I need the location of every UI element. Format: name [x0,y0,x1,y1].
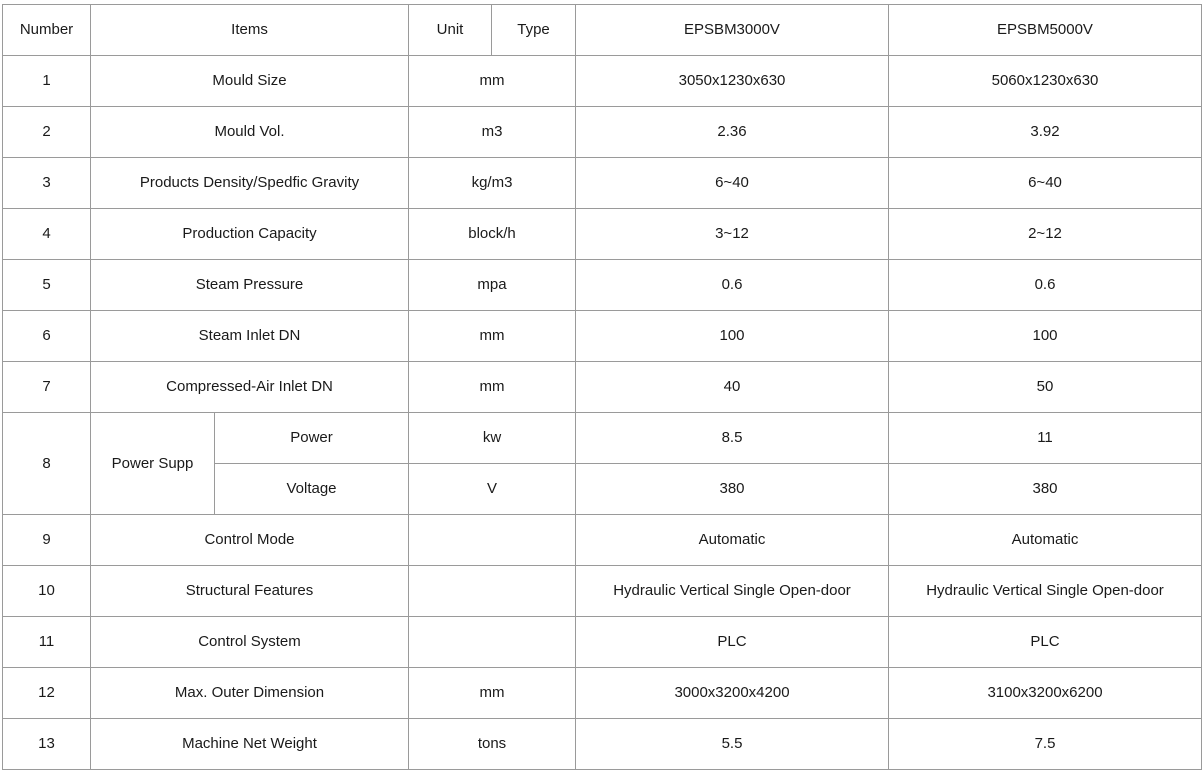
table-row [3,617,1202,668]
row-value-a: 0.6 [576,260,889,311]
row-subitem: Voltage [215,464,409,515]
row-value-a: 3050x1230x630 [576,56,889,107]
row-value-a: 40 [576,362,889,413]
row-item: Structural Features [91,566,409,617]
row-value-a: Automatic [576,515,889,566]
table-row [3,107,1202,158]
row-item: Steam Inlet DN [91,311,409,362]
header-model-a: EPSBM3000V [576,5,889,56]
row-value-b: 50 [889,362,1202,413]
row-value-a: 380 [576,464,889,515]
row-item: Production Capacity [91,209,409,260]
row-item: Control System [91,617,409,668]
header-model-b: EPSBM5000V [889,5,1202,56]
table-row [3,515,1202,566]
row-unit: mm [409,56,576,107]
header-number: Number [3,5,91,56]
row-value-b: Automatic [889,515,1202,566]
row-value-b: 380 [889,464,1202,515]
row-number: 1 [3,56,91,107]
row-unit: kg/m3 [409,158,576,209]
header-unit: Unit [409,5,492,56]
table-row [3,209,1202,260]
table-row [3,413,1202,464]
row-number: 7 [3,362,91,413]
table-row [3,719,1202,770]
row-value-a: 6~40 [576,158,889,209]
row-unit: mpa [409,260,576,311]
row-value-b: 5060x1230x630 [889,56,1202,107]
row-value-b: 7.5 [889,719,1202,770]
row-value-b: Hydraulic Vertical Single Open-door [889,566,1202,617]
row-number: 10 [3,566,91,617]
row-value-a: 8.5 [576,413,889,464]
row-number: 11 [3,617,91,668]
row-value-a: 100 [576,311,889,362]
table-row [3,260,1202,311]
table-row [3,311,1202,362]
row-value-b: 3100x3200x6200 [889,668,1202,719]
table-row [3,566,1202,617]
row-unit: mm [409,362,576,413]
power-group-label: Power Supp [91,413,215,515]
row-unit [409,566,576,617]
row-value-a: PLC [576,617,889,668]
row-number: 12 [3,668,91,719]
row-value-a: Hydraulic Vertical Single Open-door [576,566,889,617]
row-value-b: 2~12 [889,209,1202,260]
row-number: 2 [3,107,91,158]
row-item: Mould Size [91,56,409,107]
row-value-a: 5.5 [576,719,889,770]
table-row [3,56,1202,107]
row-value-b: 0.6 [889,260,1202,311]
row-unit [409,515,576,566]
row-number: 6 [3,311,91,362]
header-row [3,5,1202,56]
table-row [3,158,1202,209]
row-value-a: 3000x3200x4200 [576,668,889,719]
row-number: 8 [3,413,91,515]
row-value-b: 11 [889,413,1202,464]
row-value-b: 3.92 [889,107,1202,158]
row-value-b: 6~40 [889,158,1202,209]
row-item: Compressed-Air Inlet DN [91,362,409,413]
row-unit: V [409,464,576,515]
row-number: 9 [3,515,91,566]
row-value-b: 100 [889,311,1202,362]
row-value-b: PLC [889,617,1202,668]
row-number: 5 [3,260,91,311]
row-item: Control Mode [91,515,409,566]
row-unit: m3 [409,107,576,158]
row-number: 13 [3,719,91,770]
row-unit: block/h [409,209,576,260]
row-item: Max. Outer Dimension [91,668,409,719]
row-value-a: 3~12 [576,209,889,260]
row-value-a: 2.36 [576,107,889,158]
table-row [3,668,1202,719]
row-item: Products Density/Spedfic Gravity [91,158,409,209]
row-item: Steam Pressure [91,260,409,311]
row-subitem: Power [215,413,409,464]
header-items: Items [91,5,409,56]
row-unit: mm [409,668,576,719]
row-unit: kw [409,413,576,464]
header-type: Type [492,5,576,56]
row-number: 4 [3,209,91,260]
row-unit: tons [409,719,576,770]
row-item: Mould Vol. [91,107,409,158]
spec-table [2,4,1202,770]
row-item: Machine Net Weight [91,719,409,770]
table-row [3,362,1202,413]
row-number: 3 [3,158,91,209]
row-unit: mm [409,311,576,362]
row-unit [409,617,576,668]
